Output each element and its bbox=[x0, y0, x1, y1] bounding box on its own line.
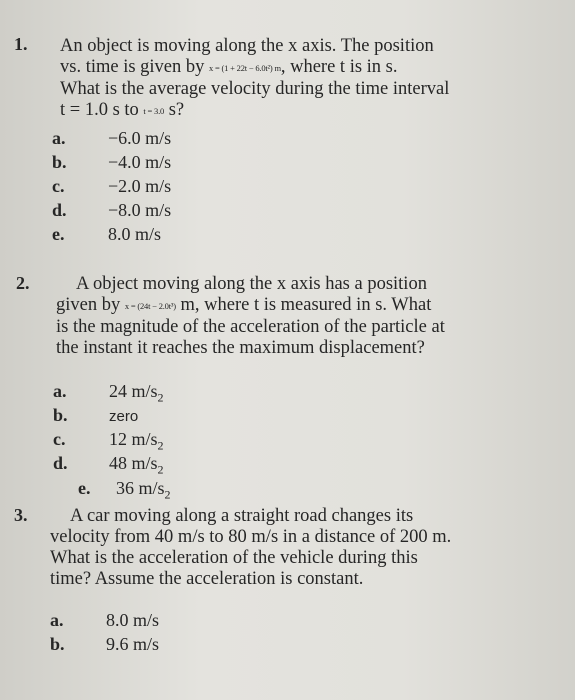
question-2-text bbox=[56, 274, 445, 359]
option-label: a. bbox=[53, 381, 67, 401]
q1-option-b bbox=[52, 152, 171, 173]
q1-option-a bbox=[52, 128, 171, 149]
question-1-line-4b: s? bbox=[168, 100, 185, 120]
q2-option-e bbox=[78, 478, 171, 503]
option-label: e. bbox=[52, 224, 65, 244]
option-text: 12 m/s bbox=[109, 429, 158, 449]
q2-option-a bbox=[53, 381, 164, 406]
question-2-line-1: A object moving along the x axis has a position bbox=[76, 274, 427, 294]
option-unit: 2 bbox=[157, 462, 164, 477]
q1-option-e bbox=[52, 224, 161, 245]
option-label: e. bbox=[78, 478, 91, 498]
question-1-line-2a: vs. time is given by bbox=[60, 57, 205, 77]
question-1-line-2 bbox=[60, 57, 449, 79]
option-text: −2.0 m/s bbox=[108, 176, 172, 196]
option-text: 8.0 m/s bbox=[106, 610, 160, 630]
option-label: b. bbox=[53, 405, 68, 425]
q2-option-d bbox=[53, 453, 164, 478]
question-3-line-4: time? Assume the acceleration is constant. bbox=[50, 569, 364, 589]
q2-option-c bbox=[53, 429, 164, 454]
question-3-line-3: What is the acceleration of the vehicle during this bbox=[50, 548, 418, 568]
position-formula-2: x = (24t − 2.0t³) bbox=[124, 301, 176, 311]
question-2-line-2 bbox=[56, 295, 445, 317]
question-3-number: 3. bbox=[14, 505, 28, 525]
option-text: 36 m/s bbox=[116, 478, 165, 498]
option-unit: 2 bbox=[157, 390, 164, 405]
question-3-line-2: velocity from 40 m/s to 80 m/s in a distance of 200 m. bbox=[50, 527, 452, 547]
position-formula-1: x = (1 + 22t − 6.0t²) m bbox=[209, 63, 281, 73]
q2-option-b bbox=[53, 405, 138, 426]
option-text: 9.6 m/s bbox=[106, 634, 160, 654]
question-2-number: 2. bbox=[16, 273, 30, 293]
question-3-text bbox=[50, 506, 451, 590]
option-text: −8.0 m/s bbox=[108, 200, 172, 220]
time-formula-1: t = 3.0 bbox=[143, 106, 165, 116]
question-1-line-3: What is the average velocity during the time interval bbox=[60, 79, 450, 99]
option-text: −6.0 m/s bbox=[108, 128, 172, 148]
question-2-line-4: the instant it reaches the maximum displacement? bbox=[56, 338, 425, 358]
question-1-line-4a: t = 1.0 s to bbox=[60, 100, 139, 120]
question-2-line-3: is the magnitude of the acceleration of the particle at bbox=[56, 317, 445, 337]
question-1-line-2b: , where t is in s. bbox=[280, 57, 398, 77]
question-1-number: 1. bbox=[14, 34, 28, 54]
option-label: b. bbox=[50, 634, 65, 654]
option-text: zero bbox=[109, 408, 139, 425]
option-label: c. bbox=[52, 176, 65, 196]
option-unit: 2 bbox=[164, 487, 171, 502]
q1-option-d bbox=[52, 200, 171, 221]
option-label: d. bbox=[53, 453, 68, 473]
q1-option-c bbox=[52, 176, 171, 197]
option-label: c. bbox=[53, 429, 66, 449]
option-label: b. bbox=[52, 152, 67, 172]
option-text: −4.0 m/s bbox=[108, 152, 172, 172]
question-2-line-2b: m, where t is measured in s. What bbox=[180, 295, 432, 315]
q3-option-b bbox=[50, 634, 159, 655]
question-2-line-2a: given by bbox=[56, 295, 121, 315]
question-3-line-1: A car moving along a straight road changes its bbox=[70, 506, 414, 526]
option-label: a. bbox=[52, 128, 66, 148]
option-label: a. bbox=[50, 610, 64, 630]
question-1-text bbox=[60, 36, 449, 122]
q3-option-a bbox=[50, 610, 159, 631]
question-1-line-4 bbox=[60, 100, 449, 122]
option-unit: 2 bbox=[157, 438, 164, 453]
option-text: 24 m/s bbox=[109, 381, 158, 401]
option-text: 8.0 m/s bbox=[108, 224, 162, 244]
option-text: 48 m/s bbox=[109, 453, 158, 473]
option-label: d. bbox=[52, 200, 67, 220]
question-1-line-1: An object is moving along the x axis. The position bbox=[60, 36, 434, 56]
